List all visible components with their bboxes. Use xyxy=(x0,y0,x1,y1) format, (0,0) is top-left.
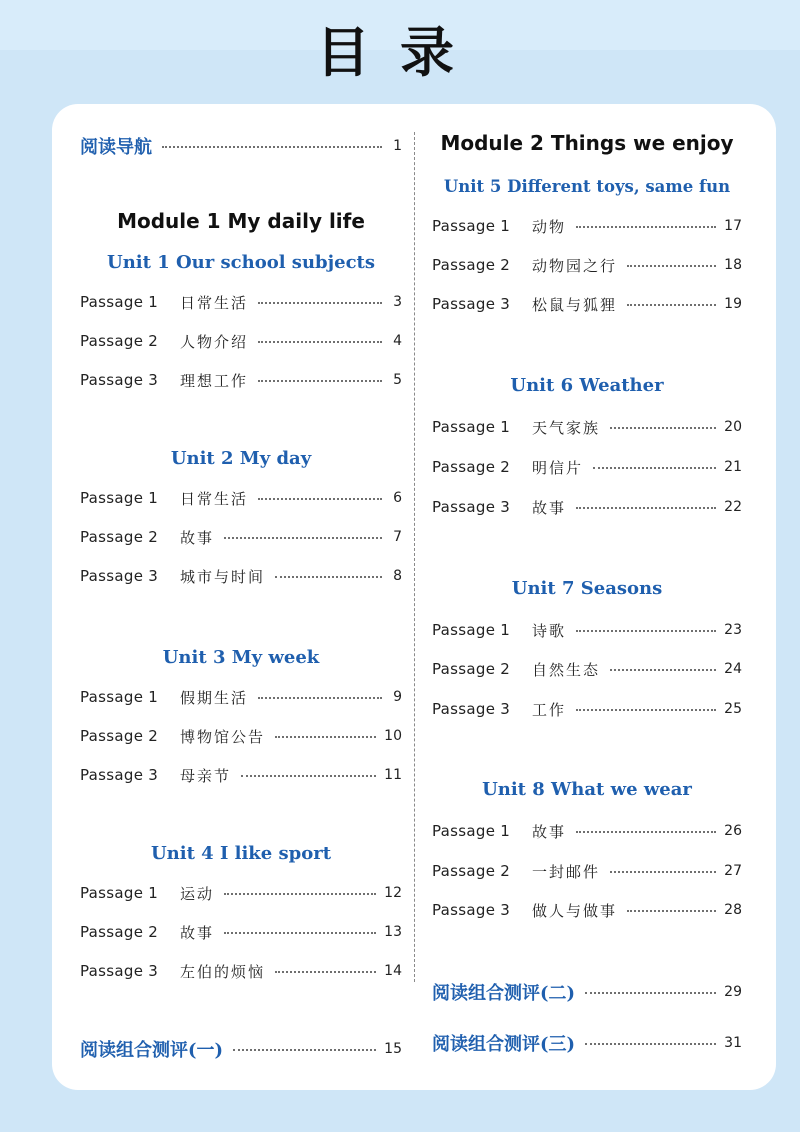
passage-title: 诗歌 xyxy=(532,621,567,640)
toc-entry-passage[interactable] xyxy=(80,685,402,709)
toc-entry-passage[interactable] xyxy=(80,368,402,392)
toc-entry-passage[interactable] xyxy=(432,292,742,316)
toc-entry-test-1[interactable] xyxy=(80,1035,402,1063)
page-number: 1 xyxy=(393,138,402,154)
passage-title: 天气家族 xyxy=(532,418,601,437)
unit-6-heading xyxy=(432,372,742,400)
passage-title: 一封邮件 xyxy=(532,862,601,881)
passage-title: 做人与做事 xyxy=(532,901,618,920)
leader-dots xyxy=(275,971,376,973)
passage-title: 理想工作 xyxy=(180,371,249,390)
leader-dots xyxy=(576,709,716,711)
leader-dots xyxy=(258,498,382,500)
passage-label: Passage 3 xyxy=(432,498,511,516)
module-title: Module 2 Things we enjoy xyxy=(440,131,734,155)
unit-8-heading xyxy=(432,776,742,804)
toc-entry-passage[interactable] xyxy=(432,415,742,439)
toc-entry-passage[interactable] xyxy=(432,495,742,519)
unit-title: Unit 3 My week xyxy=(162,647,320,668)
page-number: 21 xyxy=(724,459,742,475)
module-2-heading xyxy=(432,128,742,158)
passage-title: 运动 xyxy=(180,884,215,903)
toc-entry-passage[interactable] xyxy=(432,618,742,642)
page-number: 11 xyxy=(384,767,402,783)
unit-title: Unit 6 Weather xyxy=(510,375,664,396)
leader-dots xyxy=(576,226,716,228)
page-number: 9 xyxy=(393,689,402,705)
passage-title: 故事 xyxy=(180,528,215,547)
passage-label: Passage 1 xyxy=(80,489,159,507)
leader-dots xyxy=(224,537,382,539)
page-number: 19 xyxy=(724,296,742,312)
column-divider xyxy=(414,132,415,982)
leader-dots xyxy=(258,697,382,699)
leader-dots xyxy=(275,736,376,738)
toc-entry-passage[interactable] xyxy=(432,214,742,238)
leader-dots xyxy=(258,380,382,382)
unit-3-heading xyxy=(80,644,402,672)
passage-label: Passage 3 xyxy=(432,700,511,718)
toc-entry-passage[interactable] xyxy=(80,486,402,510)
leader-dots xyxy=(610,669,716,671)
toc-entry-passage[interactable] xyxy=(80,564,402,588)
passage-label: Passage 3 xyxy=(80,371,159,389)
passage-label: Passage 3 xyxy=(432,901,511,919)
passage-title: 自然生态 xyxy=(532,660,601,679)
reading-guide-label: 阅读导航 xyxy=(80,137,152,158)
page-number: 29 xyxy=(724,984,742,1000)
toc-entry-reading-guide[interactable] xyxy=(80,132,402,160)
page-number: 15 xyxy=(384,1041,402,1057)
page-number: 23 xyxy=(724,622,742,638)
page-number: 26 xyxy=(724,823,742,839)
unit-7-heading xyxy=(432,575,742,603)
toc-entry-passage[interactable] xyxy=(432,697,742,721)
page-number: 24 xyxy=(724,661,742,677)
passage-label: Passage 3 xyxy=(80,962,159,980)
passage-title: 动物 xyxy=(532,217,567,236)
toc-entry-passage[interactable] xyxy=(80,920,402,944)
page-number: 8 xyxy=(393,568,402,584)
leader-dots xyxy=(576,507,716,509)
passage-label: Passage 2 xyxy=(80,727,159,745)
passage-label: Passage 1 xyxy=(432,418,511,436)
unit-title: Unit 7 Seasons xyxy=(511,578,663,599)
unit-1-heading xyxy=(80,249,402,277)
passage-title: 城市与时间 xyxy=(180,567,266,586)
passage-title: 明信片 xyxy=(532,458,584,477)
page-number: 12 xyxy=(384,885,402,901)
test-label: 阅读组合测评(一) xyxy=(80,1040,224,1061)
leader-dots xyxy=(224,893,376,895)
unit-title: Unit 1 Our school subjects xyxy=(107,252,375,273)
leader-dots xyxy=(585,992,716,994)
toc-entry-passage[interactable] xyxy=(432,819,742,843)
leader-dots xyxy=(585,1043,716,1045)
unit-title: Unit 4 I like sport xyxy=(150,843,332,864)
leader-dots xyxy=(162,146,382,148)
passage-title: 左伯的烦恼 xyxy=(180,962,266,981)
unit-title: Unit 5 Different toys, same fun xyxy=(443,177,731,196)
passage-label: Passage 2 xyxy=(432,862,511,880)
page-number: 22 xyxy=(724,499,742,515)
module-title: Module 1 My daily life xyxy=(117,209,365,233)
leader-dots xyxy=(258,341,382,343)
toc-entry-passage[interactable] xyxy=(80,290,402,314)
leader-dots xyxy=(627,265,716,267)
toc-entry-passage[interactable] xyxy=(80,525,402,549)
passage-title: 假期生活 xyxy=(180,688,249,707)
toc-entry-passage[interactable] xyxy=(80,724,402,748)
toc-entry-passage[interactable] xyxy=(432,455,742,479)
leader-dots xyxy=(258,302,382,304)
leader-dots xyxy=(224,932,376,934)
passage-label: Passage 1 xyxy=(80,293,159,311)
page-number: 7 xyxy=(393,529,402,545)
leader-dots xyxy=(275,576,382,578)
passage-label: Passage 2 xyxy=(80,332,159,350)
leader-dots xyxy=(241,775,376,777)
passage-title: 日常生活 xyxy=(180,293,249,312)
page-number: 5 xyxy=(393,372,402,388)
unit-title: Unit 2 My day xyxy=(170,448,312,469)
passage-title: 动物园之行 xyxy=(532,256,618,275)
passage-title: 博物馆公告 xyxy=(180,727,266,746)
module-1-heading xyxy=(80,206,402,236)
passage-label: Passage 1 xyxy=(432,822,511,840)
passage-label: Passage 2 xyxy=(80,923,159,941)
toc-entry-passage[interactable] xyxy=(80,881,402,905)
page-number: 31 xyxy=(724,1035,742,1051)
toc-entry-passage[interactable] xyxy=(80,763,402,787)
page-number: 4 xyxy=(393,333,402,349)
unit-4-heading xyxy=(80,840,402,868)
page-number: 17 xyxy=(724,218,742,234)
toc-entry-passage[interactable] xyxy=(80,959,402,983)
passage-label: Passage 2 xyxy=(80,528,159,546)
passage-title: 人物介绍 xyxy=(180,332,249,351)
toc-entry-passage[interactable] xyxy=(432,253,742,277)
passage-title: 日常生活 xyxy=(180,489,249,508)
passage-title: 故事 xyxy=(180,923,215,942)
toc-entry-passage[interactable] xyxy=(432,859,742,883)
leader-dots xyxy=(233,1049,376,1051)
passage-label: Passage 3 xyxy=(80,766,159,784)
leader-dots xyxy=(627,304,716,306)
page-number: 6 xyxy=(393,490,402,506)
passage-label: Passage 3 xyxy=(80,567,159,585)
leader-dots xyxy=(610,871,716,873)
passage-title: 工作 xyxy=(532,700,567,719)
toc-entry-passage[interactable] xyxy=(432,898,742,922)
passage-label: Passage 1 xyxy=(432,621,511,639)
page-number: 3 xyxy=(393,294,402,310)
page-number: 27 xyxy=(724,863,742,879)
page-number: 13 xyxy=(384,924,402,940)
passage-title: 故事 xyxy=(532,822,567,841)
page-title: 目录 xyxy=(316,21,484,84)
page-number: 14 xyxy=(384,963,402,979)
toc-entry-test-3[interactable] xyxy=(432,1029,742,1057)
passage-label: Passage 2 xyxy=(432,256,511,274)
passage-label: Passage 1 xyxy=(80,884,159,902)
page-number: 20 xyxy=(724,419,742,435)
leader-dots xyxy=(576,630,716,632)
page-number: 25 xyxy=(724,701,742,717)
unit-title: Unit 8 What we wear xyxy=(482,779,692,800)
passage-label: Passage 1 xyxy=(80,688,159,706)
test-label: 阅读组合测评(二) xyxy=(432,983,576,1004)
passage-label: Passage 1 xyxy=(432,217,511,235)
leader-dots xyxy=(610,427,716,429)
leader-dots xyxy=(627,910,716,912)
passage-label: Passage 3 xyxy=(432,295,511,313)
page-number: 28 xyxy=(724,902,742,918)
unit-2-heading xyxy=(80,445,402,473)
unit-5-heading xyxy=(432,173,742,201)
passage-label: Passage 2 xyxy=(432,660,511,678)
passage-title: 故事 xyxy=(532,498,567,517)
toc-entry-passage[interactable] xyxy=(432,657,742,681)
page-number: 10 xyxy=(384,728,402,744)
passage-title: 母亲节 xyxy=(180,766,232,785)
leader-dots xyxy=(576,831,716,833)
passage-label: Passage 2 xyxy=(432,458,511,476)
passage-title: 松鼠与狐狸 xyxy=(532,295,618,314)
toc-entry-passage[interactable] xyxy=(80,329,402,353)
toc-entry-test-2[interactable] xyxy=(432,978,742,1006)
test-label: 阅读组合测评(三) xyxy=(432,1034,576,1055)
leader-dots xyxy=(593,467,716,469)
page-number: 18 xyxy=(724,257,742,273)
